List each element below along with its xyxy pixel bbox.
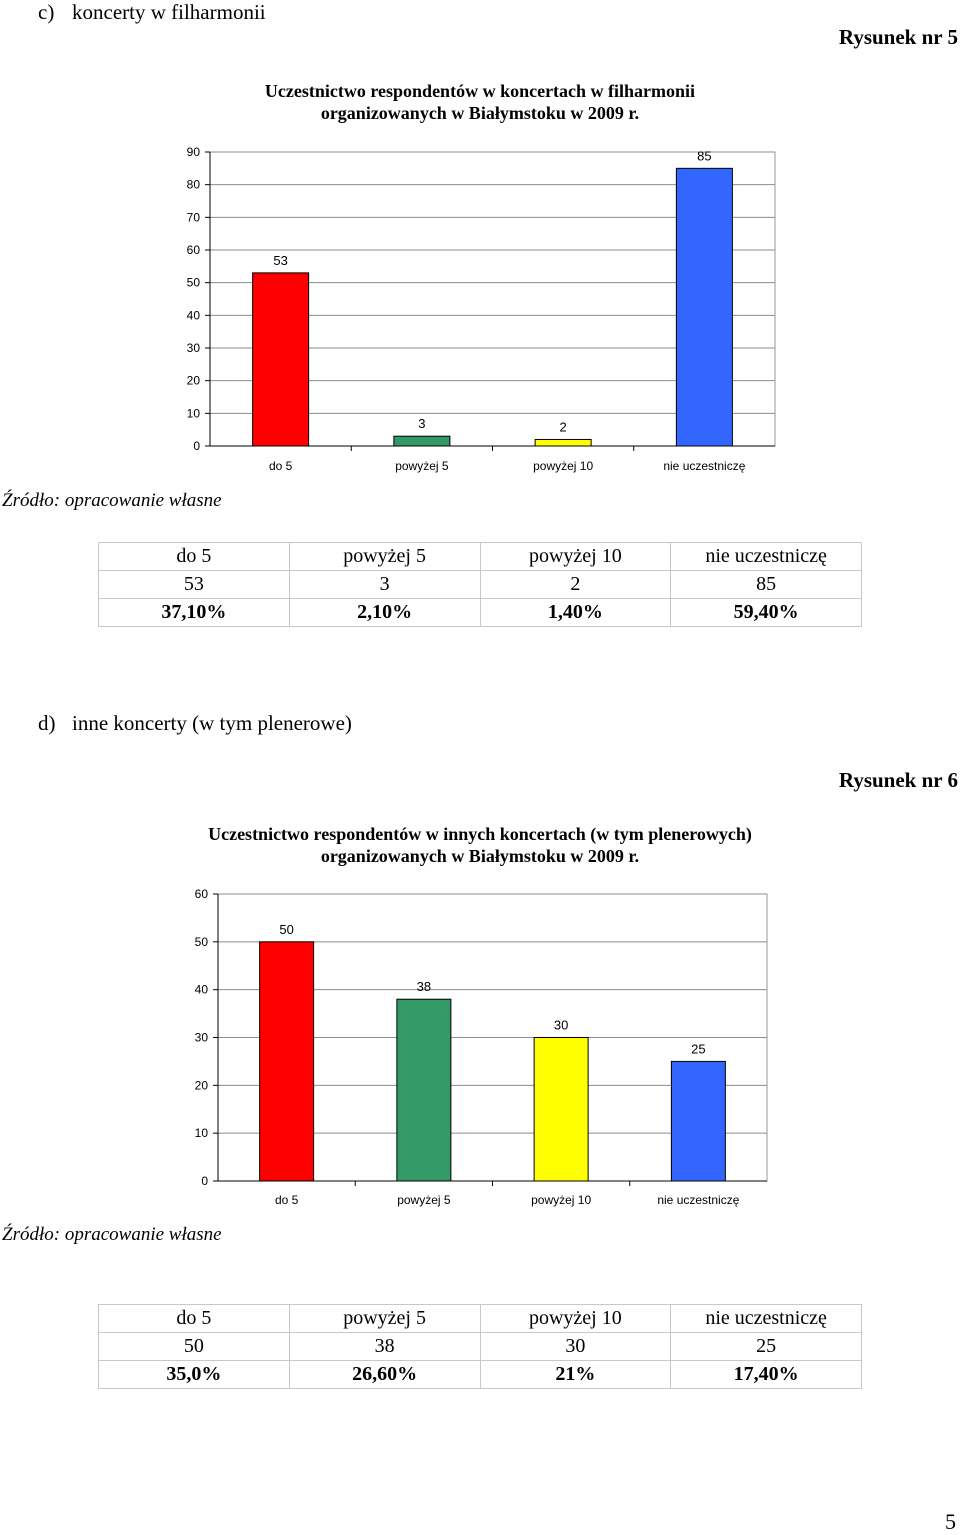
source-note: Źródło: opracowanie własne [2,1224,222,1245]
figure-label: Rysunek nr 5 [838,25,958,49]
table-count-row [99,571,862,599]
chart-title-line: Uczestnictwo respondentów w koncertach w filharmonii [264,81,696,101]
data-label: 50 [279,921,294,937]
y-tick-label: 40 [194,982,208,997]
y-tick-label: 10 [194,1126,208,1141]
bar [676,168,732,446]
data-label: 85 [697,148,712,164]
y-tick-label: 30 [186,341,200,355]
chart-title [0,80,960,124]
table-header-row [99,1305,862,1333]
section-heading [38,711,352,736]
table-cell: 53 [99,571,290,599]
table-cell: 26,60% [289,1361,480,1389]
y-tick-label: 20 [194,1078,208,1093]
table-cell: 30 [480,1333,671,1361]
table-cell: powyżej 5 [289,543,480,571]
y-tick-label: 0 [201,1174,208,1188]
bar [535,439,591,446]
table-cell: 1,40% [480,599,671,627]
chart-title [0,823,960,867]
table-cell: 21% [480,1361,671,1389]
table-cell: 2 [480,571,671,599]
table-cell: nie uczestniczę [671,543,862,571]
y-tick-label: 70 [186,210,200,225]
section-letter: c) [38,0,55,24]
table-cell: 38 [289,1333,480,1361]
section-title: inne koncerty (w tym plenerowe) [72,711,352,735]
bar [253,273,309,446]
data-label: 25 [691,1041,706,1057]
table-cell: 85 [671,571,862,599]
section-title: koncerty w filharmonii [72,0,266,24]
x-tick-label: powyżej 5 [397,1193,451,1207]
table-cell: 37,10% [99,599,290,627]
table-percent-row [99,599,862,627]
x-tick-label: nie uczestniczę [663,459,746,473]
chart-title-line: organizowanych w Białymstoku w 2009 r. [320,103,640,123]
y-tick-label: 0 [193,439,200,453]
y-tick-label: 50 [194,934,208,949]
y-tick-label: 30 [194,1030,208,1045]
x-tick-label: do 5 [274,1193,299,1207]
bar [260,942,314,1181]
data-label: 3 [418,416,426,432]
bar [397,999,451,1181]
data-label: 30 [553,1017,569,1033]
bar [534,1038,588,1182]
x-tick-label: powyżej 10 [533,459,594,473]
table-cell: 35,0% [99,1361,290,1389]
y-tick-label: 20 [186,373,200,388]
table-cell: nie uczestniczę [671,1305,862,1333]
bar-chart [0,140,960,480]
chart-title-line: Uczestnictwo respondentów w innych koncertach (w tym plenerowych) [208,824,752,844]
table-cell: 2,10% [289,599,480,627]
table-header-row [99,543,862,571]
bar [394,436,450,446]
table-cell: 50 [99,1333,290,1361]
table-cell: 59,40% [671,599,862,627]
data-table [98,542,862,627]
table-cell: powyżej 10 [480,543,671,571]
y-tick-label: 80 [186,177,200,192]
y-tick-label: 40 [186,308,200,323]
y-tick-label: 60 [194,887,208,901]
y-tick-label: 50 [186,275,200,290]
table-percent-row [99,1361,862,1389]
figure-label: Rysunek nr 6 [838,768,958,792]
bar [671,1061,725,1181]
table-cell: 17,40% [671,1361,862,1389]
y-tick-label: 60 [186,243,200,257]
table-count-row [99,1333,862,1361]
chart-title-line: organizowanych w Białymstoku w 2009 r. [320,846,640,866]
table-cell: powyżej 5 [289,1305,480,1333]
x-tick-label: nie uczestniczę [657,1193,740,1207]
section-letter: d) [38,711,56,735]
table-cell: powyżej 10 [480,1305,671,1333]
section-heading [38,0,266,25]
x-tick-label: do 5 [268,459,293,473]
data-label: 2 [559,419,567,435]
y-tick-label: 90 [186,145,200,159]
table-cell: 3 [289,571,480,599]
x-tick-label: powyżej 10 [531,1193,592,1207]
source-note: Źródło: opracowanie własne [2,490,222,511]
table-cell: do 5 [99,1305,290,1333]
bar-chart [0,880,960,1215]
x-tick-label: powyżej 5 [395,459,449,473]
page-number: 5 [945,1509,956,1534]
data-table [98,1304,862,1389]
data-label: 53 [273,252,288,268]
data-label: 38 [416,979,432,995]
table-cell: do 5 [99,543,290,571]
table-cell: 25 [671,1333,862,1361]
y-tick-label: 10 [186,406,200,421]
